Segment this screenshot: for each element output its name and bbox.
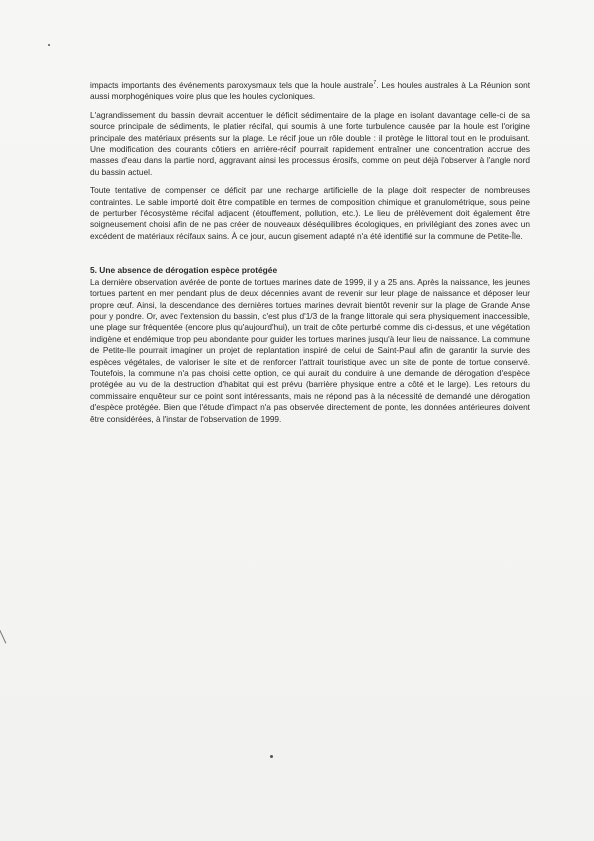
scan-speck: [270, 755, 273, 758]
footnote-ref: 7: [373, 80, 377, 87]
paragraph-text: impacts importants des événements paroxysmaux tels que la houle australe: [90, 80, 374, 90]
paragraph-agrandissement: L'agrandissement du bassin devrait accentuer le déficit sédimentaire de la plage en isolant davantage celle-ci de sa source principale de sédiments, le platier récifal, qui soumis à une forte turbulence causée par la houle est l'origine principale des matériaux présents sur la plage. Le récif joue un rôle double : il protège le littoral tout en le produisant. Une modification des courants côtiers en arrière-récif pourrait rapidement entraîner une concentration accrue des masses d'eau dans la partie nord, aggravant ainsi les processus érosifs, comme on peut déjà l'observer à l'angle nord du bassin actuel.: [90, 109, 530, 177]
scan-edge-mark: [0, 629, 6, 644]
scan-speck: [48, 44, 50, 46]
paragraph-houles: [90, 80, 530, 103]
document-body: [90, 80, 530, 432]
section-title: 5. Une absence de dérogation espèce protégée: [90, 265, 278, 276]
paragraph-recharge: Toute tentative de compenser ce déficit par une recharge artificielle de la plage doit respecter de nombreuses contraintes. Le sable importé doit être compatible en termes de composition chimique et granulométrique, sous peine de perturber l'écosystème récifal adjacent (étouffement, pollution, etc.). Le lieu de prélèvement doit également être soigneusement choisi afin de ne pas créer de nouveaux déséquilibres écologiques, en privilégiant des zones avec un excédent de matériaux récifaux sains. À ce jour, aucun gisement adapté n'a été identifié sur la commune de Petite-Île.: [90, 185, 530, 241]
paragraph-tortues: La dernière observation avérée de ponte de tortues marines date de 1999, il y a 25 ans. Après la naissance, les jeunes tortues partent en mer pendant plus de deux décennies avant de revenir sur leur plage de naissance et déposer leur propre œuf. Ainsi, la descendance des dernières tortues marines devrait bientôt revenir sur la plage de Grande Anse pour y pondre. Or, avec l'extension du bassin, c'est plus d'1/3 de la frange littorale qui sera physiquement inaccessible, une plage sur fréquentée (encore plus qu'aujourd'hui), un trait de côte perturbé comme dis ci-dessus, et une végétation indigène et endémique trop peu abondante pour guider les tortues marines jusqu'à leur lieu de naissance. La commune de Petite-Ile pourrait imaginer un projet de replantation inspiré de celui de Saint-Paul afin de garantir la survie des espèces végétales, de valoriser le site et de renforcer l'attrait touristique avec un site de ponte de tortue conservé. Toutefois, la commune n'a pas choisi cette option, ce qui aurait du conduire à une demande de dérogation d'espèce protégée au vu de la destruction d'habitat qui est prévu (barrière physique entre a côté et le large). Les retours du commissaire enquêteur sur ce point sont intéressants, mais ne répond pas à la nécessité de demandé une dérogation d'espèce protégée. Bien que l'étude d'impact n'a pas observée directement de ponte, les données antérieures doivent être considérées, à l'instar de l'observation de 1999.: [90, 276, 530, 424]
paragraph-text: . Les houles australes à La Réunion sont aussi morphogéniques voire plus que les houles cycloniques.: [90, 80, 530, 102]
